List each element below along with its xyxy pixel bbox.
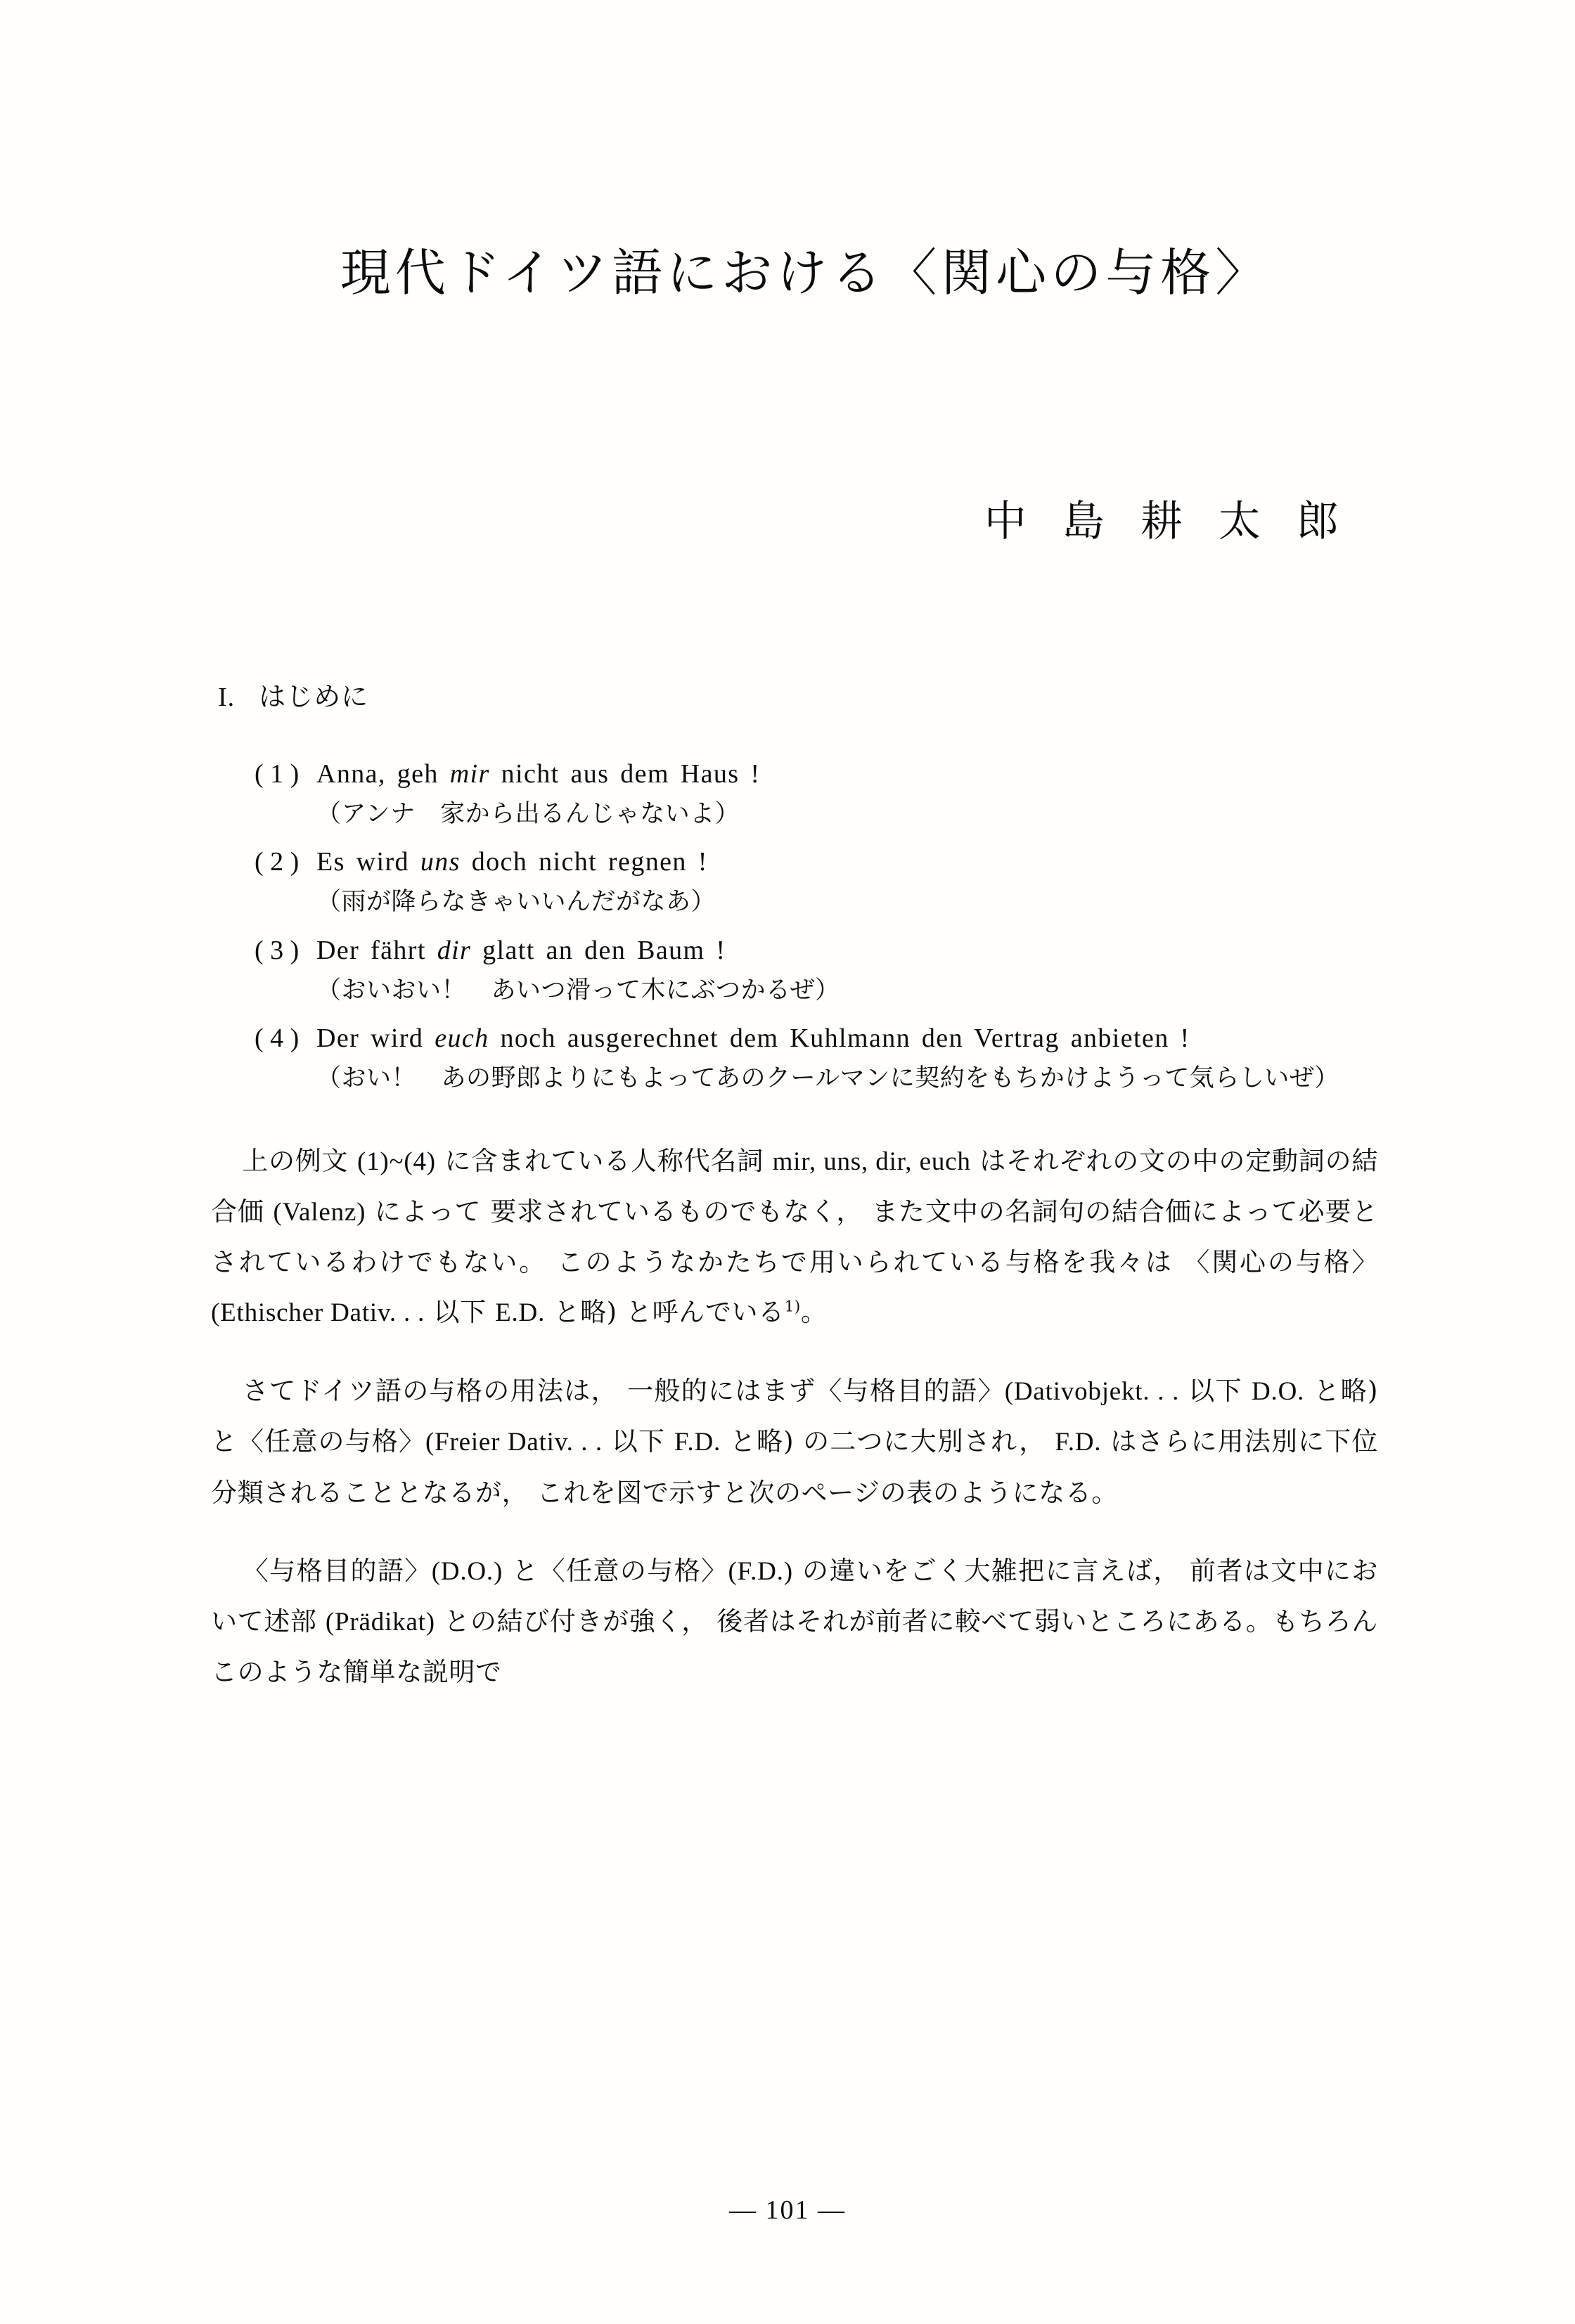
list-item xyxy=(211,753,1378,834)
example-body xyxy=(316,929,1378,1010)
example-german: Anna, geh mir nicht aus dem Haus ! xyxy=(316,759,761,789)
section-title: はじめに xyxy=(259,681,369,712)
example-list xyxy=(211,753,1378,1098)
page-title: 現代ドイツ語における〈関心の与格〉 xyxy=(340,243,1271,302)
example-japanese: （雨が降らなきゃいいんだがなあ） xyxy=(316,888,716,917)
example-body xyxy=(316,753,1378,834)
example-japanese: （おいおい！ あいつ滑って木にぶつかるぜ） xyxy=(316,976,840,1005)
list-item xyxy=(211,1017,1378,1098)
example-german: Es wird uns doch nicht regnen ! xyxy=(316,847,708,877)
list-item xyxy=(211,841,1378,922)
example-body xyxy=(316,1017,1378,1098)
page-content xyxy=(211,232,1378,1697)
paragraph-1: 上の例文 (1)~(4) に含まれている人称代名詞 mir, uns, dir, euch はそれぞれの文の中の定動詞の結合価 (Valenz) によって 要求されているものでもなく， また文中の名詞句の結合価によって必要とされているわけでもない。 このようなかたちで用いられている与格を我々は 〈関心の与格〉(Ethischer Dativ. . . 以下 E.D. と略) と呼んでいる$^{1)}$。 xyxy=(211,1146,1379,1328)
example-japanese: （アンナ 家から出るんじゃないよ） xyxy=(316,800,740,829)
author-name: 中 島 耕 太 郎 xyxy=(984,497,1350,546)
example-number: ( 4 ) xyxy=(255,1023,300,1053)
paragraph-2: さてドイツ語の与格の用法は， 一般的にはまず〈与格目的語〉(Dativobjekt. . . 以下 D.O. と略) と〈任意の与格〉(Freier Dativ. . . 以下 F.D. と略) の二つに大別され， F.D. はさらに用法別に下位分類されることとなるが， これを図で示すと次のページの表のようになる。 xyxy=(211,1376,1378,1508)
example-number: ( 2 ) xyxy=(255,847,300,877)
example-japanese: （おい！ あの野郎よりにもよってあのクールマンに契約をもちかけようって気らしいぜ） xyxy=(316,1064,1339,1093)
example-german: Der fährt dir glatt an den Baum ! xyxy=(316,935,726,965)
example-number: ( 3 ) xyxy=(255,935,300,965)
example-body xyxy=(316,841,1378,922)
section-number: I. xyxy=(218,683,236,712)
page-number: — 101 — xyxy=(729,2195,846,2225)
list-item xyxy=(211,929,1378,1010)
section-heading xyxy=(218,675,1378,714)
example-german: Der wird euch noch ausgerechnet dem Kuhlmann den Vertrag anbieten ! xyxy=(316,1023,1190,1053)
paragraph-3: 〈与格目的語〉(D.O.) と〈任意の与格〉(F.D.) の違いをごく大雑把に言えば， 前者は文中において述部 (Prädikat) との結び付きが強く， 後者はそれが前者に較べて弱いところにある。もちろんこのような簡単な説明で xyxy=(211,1555,1378,1687)
example-number: ( 1 ) xyxy=(255,759,300,789)
